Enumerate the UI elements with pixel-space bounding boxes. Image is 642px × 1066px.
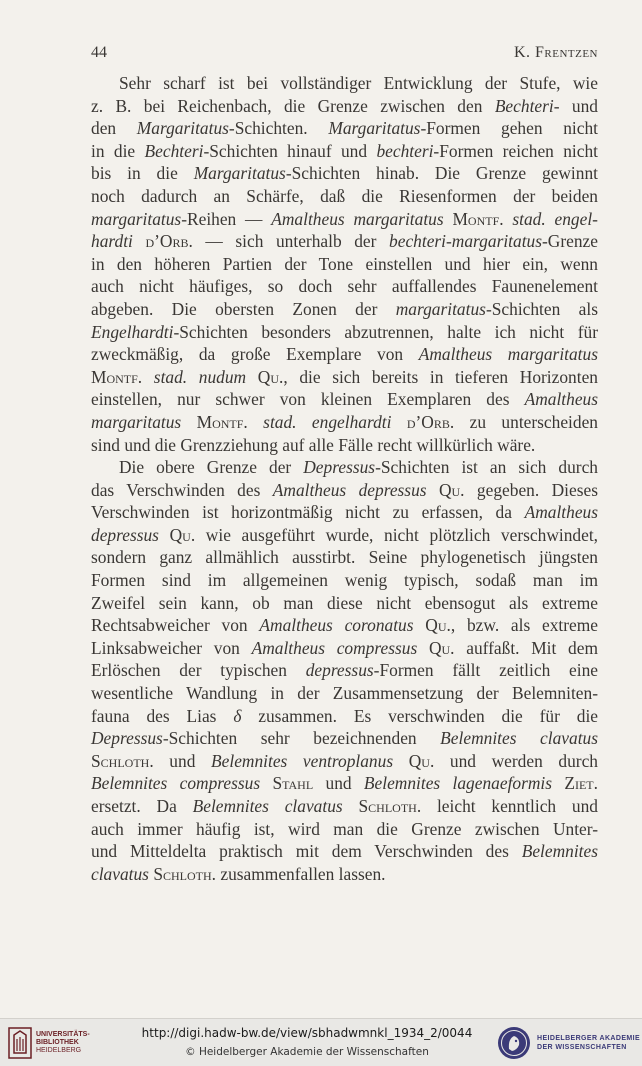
text-line: den Margaritatus-Schichten. Margaritatus-Formen gehen nicht <box>91 118 598 139</box>
library-name <box>36 1031 90 1055</box>
text-line: auch nicht häufiges, so doch sehr auffallendes Faunenelement <box>91 276 598 297</box>
text-line: in die Bechteri-Schichten hinauf und bechteri-Formen reichen nicht <box>91 140 598 161</box>
text-line: Erlöschen der typischen depressus-Formen fällt zeitlich eine <box>91 660 598 681</box>
text-line: Depressus-Schichten sehr bezeichnenden Belemnites clavatus <box>91 728 598 749</box>
running-head: K. Frentzen <box>513 44 598 61</box>
text-line: Zweifel sein kann, ob man diese nicht ebensogut als extreme <box>91 592 598 613</box>
text-line: Rechtsabweicher von Amaltheus coronatus Qu., bzw. als extreme <box>91 615 599 636</box>
text-line: und Mitteldelta praktisch mit dem Verschwinden des Belemnites <box>91 841 598 862</box>
library-line-3: HEIDELBERG <box>36 1047 82 1054</box>
permalink-url[interactable]: http://digi.hadw-bw.de/view/sbhadwmnkl_1934_2/0044 <box>141 1026 473 1040</box>
body-text <box>91 72 598 885</box>
text-line: Sehr scharf ist bei vollständiger Entwicklung der Stufe, wie <box>119 73 598 93</box>
text-line: noch dadurch an Schärfe, daß die Riesenformen der beiden <box>91 185 598 206</box>
academy-seal-icon[interactable] <box>496 1025 532 1061</box>
text-line: fauna des Lias δ zusammen. Es verschwinden die für die <box>91 705 598 726</box>
page-header <box>91 44 598 64</box>
text-line: Belemnites compressus Stahl und Belemnites lagenaeformis Ziet. <box>91 773 598 794</box>
text-line: bis in die Margaritatus-Schichten hinab. Die Grenze gewinnt <box>91 163 598 184</box>
academy-line-2: DER WISSENSCHAFTEN <box>537 1044 627 1051</box>
text-line: sind und die Grenzziehung auf alle Fälle recht willkürlich wäre. <box>91 434 536 455</box>
page-number: 44 <box>91 44 107 61</box>
academy-line-1: HEIDELBERGER AKADEMIE <box>537 1035 641 1042</box>
text-line: Die obere Grenze der Depressus-Schichten ist an sich durch <box>119 457 598 478</box>
text-line: abgeben. Die obersten Zonen der margaritatus-Schichten als <box>91 298 598 319</box>
text-line: margaritatus Montf. stad. engelhardti d’Orb. zu unterscheiden <box>91 411 598 432</box>
library-line-2: BIBLIOTHEK <box>36 1039 79 1046</box>
text-line: wesentliche Wandlung in der Zusammensetzung der Belemniten- <box>91 683 598 704</box>
text-line: das Verschwinden des Amaltheus depressus Qu. gegeben. Dieses <box>91 479 598 500</box>
text-line: auch immer häufig ist, wird man die Grenze zwischen Unter- <box>91 818 598 839</box>
library-line-1: UNIVERSITÄTS- <box>36 1031 90 1038</box>
library-emblem-icon <box>8 1027 32 1059</box>
text-line: Linksabweicher von Amaltheus compressus Qu. auffaßt. Mit dem <box>91 637 598 658</box>
university-library-logo[interactable] <box>8 1027 118 1059</box>
text-line: ersetzt. Da Belemnites clavatus Schloth. leicht kenntlich und <box>91 796 598 816</box>
text-line: einstellen, nur schwer von kleinen Exemplaren des Amaltheus <box>91 389 598 410</box>
text-line: Verschwinden ist horizontmäßig nicht zu erfassen, da Amaltheus <box>91 502 598 523</box>
text-line: clavatus Schloth. zusammenfallen lassen. <box>91 863 386 884</box>
text-line: Schloth. und Belemnites ventroplanus Qu. und werden durch <box>91 750 599 771</box>
text-line: depressus Qu. wie ausgeführt wurde, nicht plötzlich verschwindet, <box>91 524 598 545</box>
text-line: margaritatus-Reihen — Amaltheus margaritatus Montf. stad. engel- <box>91 208 598 229</box>
viewer-footer <box>0 1018 642 1066</box>
text-line: zweckmäßig, da große Exemplare von Amaltheus margaritatus <box>91 344 598 365</box>
copyright-notice: © Heidelberger Akademie der Wissenschaften <box>185 1046 429 1058</box>
text-line: Engelhardti-Schichten besonders abzutrennen, halte ich nicht für <box>91 321 598 342</box>
text-line: Montf. stad. nudum Qu., die sich bereits in tieferen Horizonten <box>91 366 598 387</box>
academy-name <box>537 1034 640 1052</box>
text-line: Formen sind im allgemeinen wenig typisch, sodaß man im <box>91 570 598 591</box>
text-line: in den höheren Partien der Tone einstellen und hier ein, wenn <box>91 253 598 274</box>
text-line: hardti d’Orb. — sich unterhalb der bechteri-margaritatus-Grenze <box>91 231 598 252</box>
text-line: sondern ganz allmählich ausstirbt. Seine phylogenetisch jüngsten <box>91 547 598 568</box>
text-line: z. B. bei Reichenbach, die Grenze zwischen den Bechteri- und <box>91 95 598 116</box>
